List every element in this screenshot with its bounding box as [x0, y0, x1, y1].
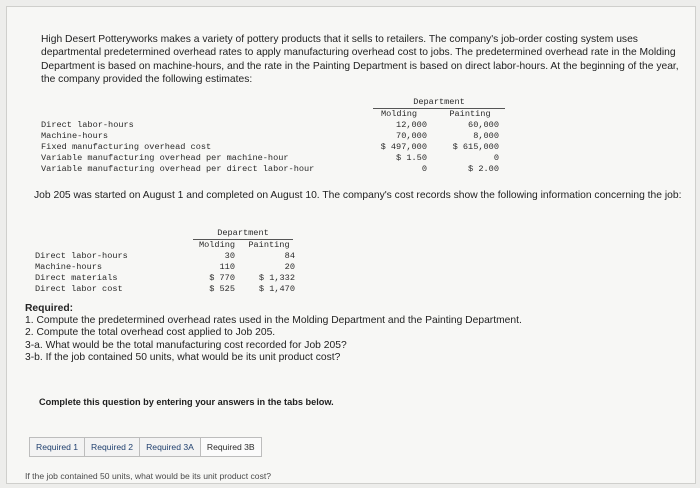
- estimates-col-painting: Painting: [449, 109, 491, 119]
- estimates-row-molding: 0: [421, 164, 427, 174]
- estimates-row-molding: $ 497,000: [380, 142, 427, 152]
- job-row-label: Machine-hours: [35, 262, 103, 272]
- job-row-label: Direct labor-hours: [35, 251, 128, 261]
- job-col-molding: Molding: [198, 240, 236, 250]
- tab-required-3a[interactable]: Required 3A: [140, 437, 201, 457]
- required-item-3b: 3-b. If the job contained 50 units, what would be its unit product cost?: [25, 351, 341, 363]
- required-heading: Required:: [25, 303, 74, 314]
- job-row-molding: 30: [224, 251, 235, 261]
- estimates-dept-header: Department: [413, 97, 465, 107]
- job-row-label: Direct labor cost: [35, 284, 123, 294]
- estimates-row-label: Fixed manufacturing overhead cost: [41, 142, 212, 152]
- required-item-3a: 3-a. What would be the total manufacturing cost recorded for Job 205?: [25, 339, 347, 351]
- estimates-row-painting: 0: [493, 153, 499, 163]
- problem-page: [6, 6, 696, 484]
- job-row-painting: $ 1,332: [258, 273, 295, 283]
- estimates-row-label: Variable manufacturing overhead per direct labor-hour: [41, 164, 315, 174]
- estimates-row-painting: $ 2.00: [468, 164, 499, 174]
- intro-paragraph: High Desert Potteryworks makes a variety of pottery products that it sells to retailers. The company's job-order costing system uses departmental predetermined overhead rates to apply manufacturing overhead cost to jobs. The predetermined overhead rate in the Molding Department is based on machine-hours, and the rate in the Painting Department is based on direct labor-hours. At the beginning of the year, the company provided the following estimates:: [41, 34, 679, 86]
- job-row-painting: 84: [284, 251, 295, 261]
- required-item-2: 2. Compute the total overhead cost applied to Job 205.: [25, 327, 276, 339]
- job-dept-header: Department: [217, 228, 269, 238]
- job-col-painting: Painting: [248, 240, 290, 250]
- job-row-molding: 110: [219, 262, 235, 272]
- required-section: [25, 303, 685, 364]
- estimates-row-label: Direct labor-hours: [41, 120, 134, 130]
- job-row-molding: $ 525: [209, 284, 235, 294]
- estimates-col-molding: Molding: [380, 109, 418, 119]
- estimates-row-molding: 70,000: [396, 131, 427, 141]
- job-row-molding: $ 770: [209, 273, 235, 283]
- job-row-painting: $ 1,470: [258, 284, 295, 294]
- estimates-row-painting: 60,000: [468, 120, 499, 130]
- job-intro-paragraph: Job 205 was started on August 1 and completed on August 10. The company's cost records show the following information concerning the job:: [34, 190, 682, 201]
- job-row-painting: 20: [284, 262, 295, 272]
- estimates-row-label: Variable manufacturing overhead per machine-hour: [41, 153, 289, 163]
- tab-required-1[interactable]: Required 1: [29, 437, 85, 457]
- complete-instruction: Complete this question by entering your answers in the tabs below.: [39, 397, 334, 407]
- estimates-row-molding: 12,000: [396, 120, 427, 130]
- estimates-row-molding: $ 1.50: [396, 153, 427, 163]
- estimates-row-label: Machine-hours: [41, 131, 109, 141]
- estimates-row-painting: 8,000: [473, 131, 499, 141]
- answer-tabs: [29, 437, 262, 457]
- required-item-1: 1. Compute the predetermined overhead rates used in the Molding Department and the Painting Department.: [25, 315, 522, 327]
- active-tab-question: If the job contained 50 units, what would be its unit product cost?: [25, 471, 272, 481]
- estimates-row-painting: $ 615,000: [452, 142, 499, 152]
- tab-required-3b[interactable]: Required 3B: [201, 437, 262, 457]
- job-row-label: Direct materials: [35, 273, 118, 283]
- tab-required-2[interactable]: Required 2: [85, 437, 140, 457]
